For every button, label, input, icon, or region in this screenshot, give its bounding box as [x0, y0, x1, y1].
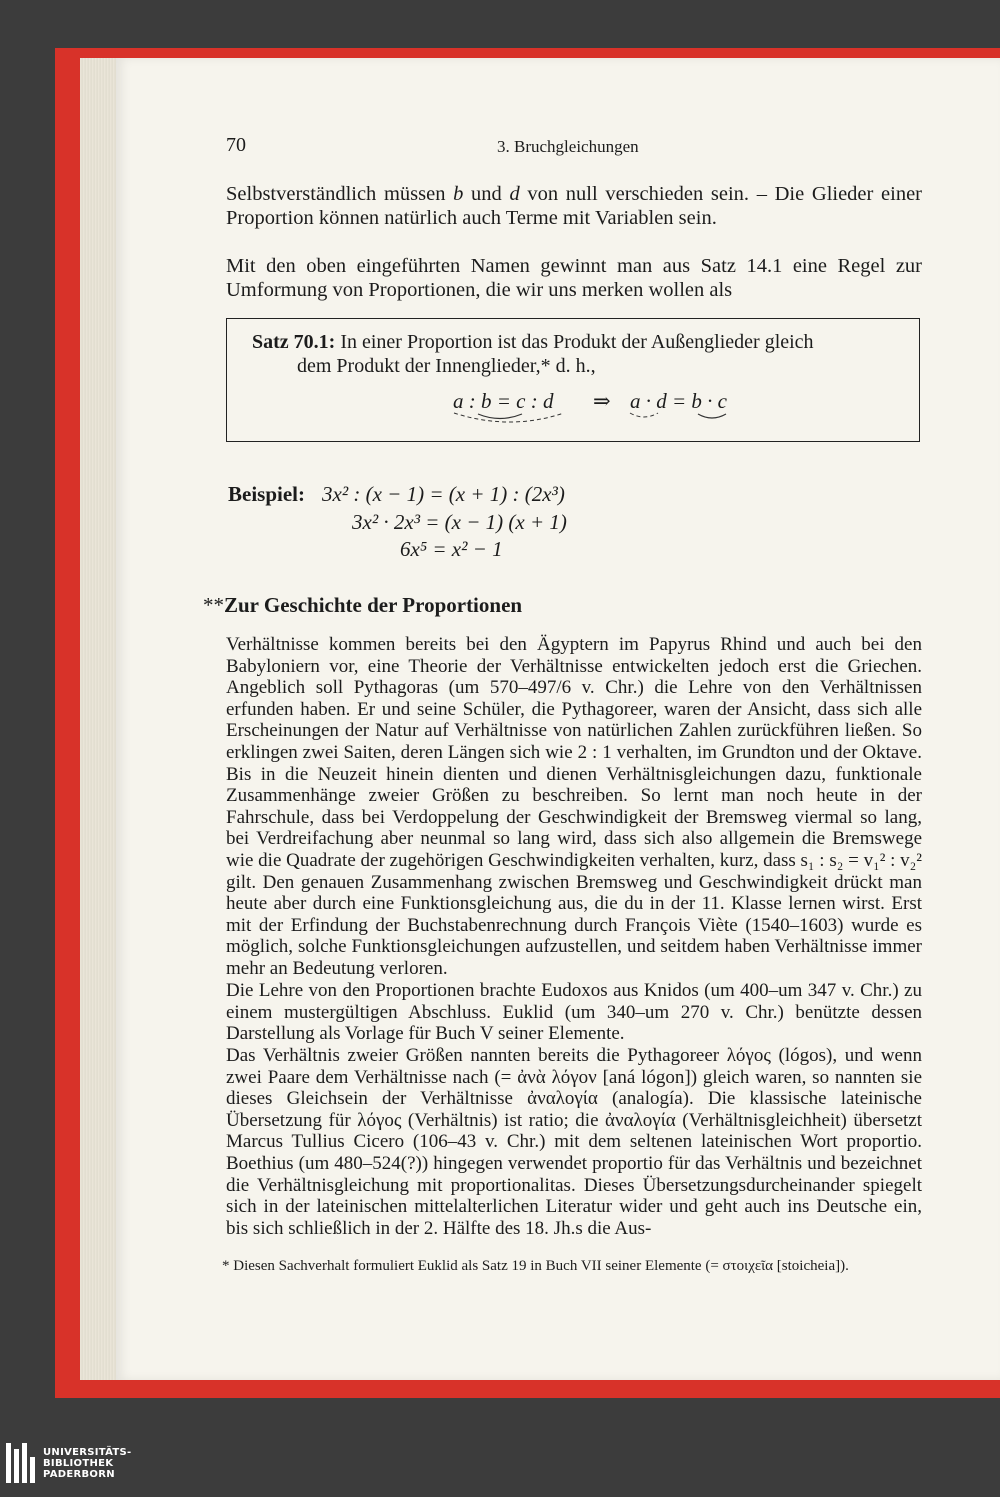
theorem-formula-left: a : b = c : d [453, 389, 554, 413]
page-number: 70 [226, 134, 246, 156]
intro-text-c: von null verschieden sein. – Die Glieder einer Proportion können natürlich auch Terme mit Variablen sein. [226, 183, 922, 229]
section-heading [203, 593, 522, 618]
theorem-label: Satz 70.1: [252, 331, 336, 353]
implication-arrow: ⇒ [593, 389, 611, 413]
example-line-3: 6x⁵ = x² − 1 [400, 537, 503, 561]
theorem-text [252, 330, 912, 378]
variable-b: b [453, 183, 464, 205]
footnote: * Diesen Sachverhalt formuliert Euklid als Satz 19 in Buch VII seiner Elemente (= στοιχεῖα [stoicheia]). [222, 1258, 849, 1274]
intro-paragraph-2: Mit den oben eingeführten Namen gewinnt man aus Satz 14.1 eine Regel zur Umformung von Proportionen, die wir uns merken wollen als [226, 255, 922, 301]
intro-text-a: Selbstverständlich müssen [226, 183, 454, 205]
running-head: 3. Bruchgleichungen [497, 137, 639, 156]
theorem-formula-right: a · d = b · c [630, 389, 727, 413]
outer-terms-brace [452, 411, 572, 427]
example-line-2: 3x² · 2x³ = (x − 1) (x + 1) [352, 510, 567, 534]
intro-paragraph-1 [226, 182, 922, 230]
logo-bars-icon [6, 1443, 35, 1483]
product-brace [628, 411, 748, 427]
history-paragraph-3: Das Verhältnis zweier Größen nannten bereits die Pythagoreer λόγος (lógos), und wenn zwei Paare dem Verhältnisse nach (= ἀνὰ λόγον [aná lógon]) gleich waren, so nannten sie dieses Gleichsein der Verhältnisse ἀναλογία (analogía). Die klassische lateinische Übersetzung für λόγος (Verhältnis) ist ratio; die ἀναλογία (Verhältnisgleichheit) übersetzt Marcus Tullius Cicero (106–43 v. Chr.) mit dem seltenen lateinischen Wort proportio. Boethius (um 480–524(?)) hingegen verwendet proportio für das Verhältnis und bezeichnet die Verhältnisgleichung mit proportionalitas. Dieses Übersetzungsdurcheinander spiegelt sich in der lateinischen mittelalterlichen Literatur wider und geht auch ins Deutsche ein, bis sich schließlich in der 2. Hälfte des 18. Jh.s die Aus- [226, 1045, 922, 1239]
variable-d: d [509, 183, 520, 205]
theorem-line-1: In einer Proportion ist das Produkt der Außenglieder gleich [335, 331, 814, 353]
library-logo [6, 1443, 132, 1483]
intro-text-b: und [463, 183, 510, 205]
example-line-1: 3x² : (x − 1) = (x + 1) : (2x³) [322, 482, 565, 506]
logo-text: UNIVERSITÄTS- BIBLIOTHEK PADERBORN [43, 1446, 132, 1480]
history-paragraph-1: Verhältnisse kommen bereits bei den Ägyptern im Papyrus Rhind und auch bei den Babyloniern vor, eine Theorie der Verhältnisse entwickelten jedoch erst die Griechen. Angeblich soll Pythagoras (um 570–497/6 v. Chr.) die Lehre von den Verhältnissen erfunden haben. Er und seine Schüler, die Pythagoreer, waren der Ansicht, dass sich alle Erscheinungen der Natur auf Verhältnisse von natürlichen Zahlen zurückführen ließen. So erklingen zwei Saiten, deren Längen sich wie 2 : 1 verhalten, im Grundton und der Oktave. Bis in die Neuzeit hinein dienten und dienen Verhältnisgleichungen dazu, funktionale Zusammenhänge zweier Größen zu beschreiben. So lernt man noch heute in der Fahrschule, dass bei Verdoppelung der Geschwindigkeit der Bremsweg viermal so lang, bei Verdreifachung aber neunmal so lang wird, dass sich also allgemein die Bremswege wie die Quadrate der zugehörigen Geschwindigkeiten verhalten, kurz, dass s₁ : s₂ = v₁² : v₂² gilt. Den genauen Zusammenhang zwischen Bremsweg und Geschwindigkeit drückt man heute aber durch eine Funktionsgleichung aus, die du in der 11. Klasse lernen wirst. Erst mit der Erfindung der Buchstabenrechnung durch François Viète (1540–1603) wurde es möglich, solche Funktionsgleichungen aufzustellen, und seitdem haben Verhältnisse immer mehr an Bedeutung verloren. [226, 634, 922, 979]
example-label: Beispiel: [228, 482, 305, 506]
history-paragraph-2: Die Lehre von den Proportionen brachte Eudoxos aus Knidos (um 400–um 347 v. Chr.) zu einem mustergültigen Abschluss. Euklid (um 340–um 270 v. Chr.) benützte dessen Darstellung als Vorlage für Buch V seiner Elemente. [226, 980, 922, 1045]
section-marker: ** [203, 593, 224, 617]
section-title: Zur Geschichte der Proportionen [224, 593, 523, 617]
theorem-line-2: dem Produkt der Innenglieder,* d. h., [297, 355, 596, 377]
